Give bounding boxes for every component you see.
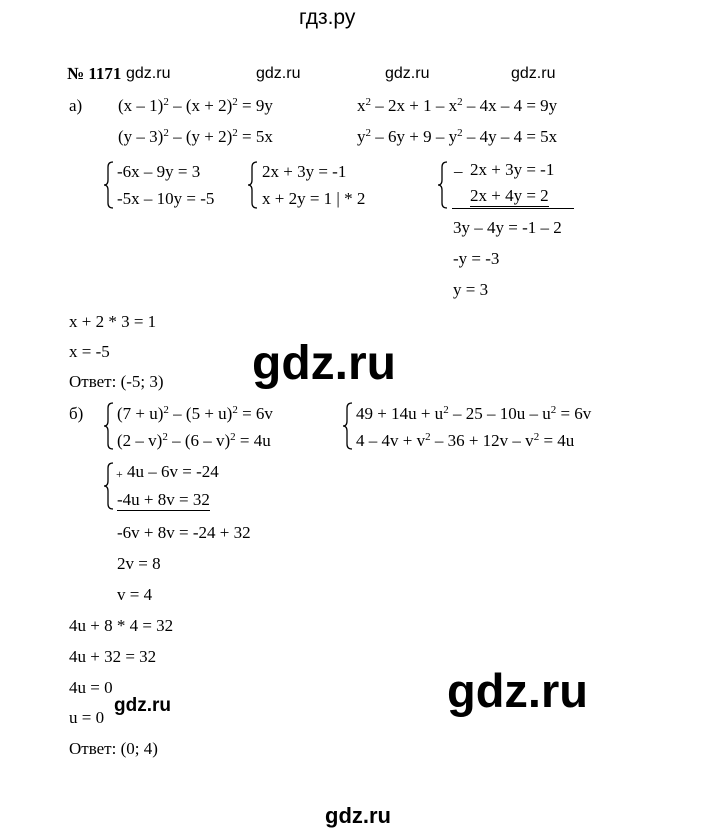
part-a-after-1: x + 2 * 3 = 1 <box>69 312 157 331</box>
part-a-sys1-eq2: -5x – 10y = -5 <box>117 189 215 208</box>
part-a-eq2-right: $y^2 - 6y + 9 - y^2 - 4y - 4 = 5x$ <box>357 127 558 146</box>
subtraction-sign: _ <box>454 156 463 175</box>
part-a-after-2: x = -5 <box>69 342 110 361</box>
part-a-eq2-left: $(y - 3)^2 - (y + 2)^2 = 5x$ <box>118 127 273 146</box>
part-b-after-3: 4u = 0 <box>69 678 113 697</box>
part-b-after-4: u = 0 <box>69 708 105 727</box>
part-b-step-3: v = 4 <box>117 585 153 604</box>
system-brace <box>103 402 115 450</box>
watermark-big-1: gdz.ru <box>252 337 396 390</box>
system-brace <box>103 161 115 209</box>
part-a-sys1-eq1: -6x – 9y = 3 <box>117 162 201 181</box>
part-a-sys3-eq2: 2x + 4y = 2 <box>470 186 549 205</box>
part-b-sys-right-eq2: $4 - 4v + v^2 - 36 + 12v - v^2 = 4u$ <box>356 431 575 450</box>
part-b-sys-right-eq1: $49 + 14u + u^2 - 25 - 10u - u^2 = 6v$ <box>356 404 592 423</box>
part-b-sys3-eq2: -4u + 8v = 32 <box>117 490 210 509</box>
system-brace <box>247 161 259 209</box>
part-b-sys-left-eq1: $(7 + u)^2 - (5 + u)^2 = 6v$ <box>117 404 273 423</box>
addition-sign: + <box>116 467 123 481</box>
watermark-bottom: gdz.ru <box>325 803 391 828</box>
part-b-sys3-eq1: 4u – 6v = -24 <box>127 462 219 481</box>
task-number: № 1171 <box>67 64 122 83</box>
watermark-small-bold: gdz.ru <box>114 695 171 716</box>
part-b-label: б) <box>69 404 84 423</box>
part-b-step-2: 2v = 8 <box>117 554 161 573</box>
watermark-row-3: gdz.ru <box>385 65 430 82</box>
part-a-answer: Ответ: (-5; 3) <box>69 372 164 391</box>
watermark-big-2: gdz.ru <box>447 664 588 717</box>
system-brace <box>437 161 449 209</box>
system-brace <box>103 462 115 510</box>
part-b-answer: Ответ: (0; 4) <box>69 739 158 758</box>
sum-line <box>452 208 574 209</box>
part-b-sys-left-eq2: (2 – v)$^2$ – (6 – v)$^2$ = 4u <box>117 431 271 450</box>
site-header: гдз.ру <box>299 6 356 29</box>
part-a-eq1-left: $(x - 1)^2 - (x + 2)^2 = 9y$ <box>118 96 273 115</box>
part-a-sys2-eq2: x + 2y = 1 | * 2 <box>262 189 366 208</box>
system-brace <box>342 402 354 450</box>
watermark-row-4: gdz.ru <box>511 65 556 82</box>
part-a-sys3-eq1: 2x + 3y = -1 <box>470 160 555 179</box>
part-b-after-1: 4u + 8 * 4 = 32 <box>69 616 174 635</box>
part-b-after-2: 4u + 32 = 32 <box>69 647 157 666</box>
part-a-eq1-right: $x^2 - 2x + 1 - x^2 - 4x - 4 = 9y$ <box>357 96 558 115</box>
watermark-row-2: gdz.ru <box>256 65 301 82</box>
part-b-step-1: -6v + 8v = -24 + 32 <box>117 523 251 542</box>
part-a-step-1: 3y – 4y = -1 – 2 <box>453 218 562 237</box>
part-a-step-3: y = 3 <box>453 280 489 299</box>
watermark-row-1: gdz.ru <box>126 65 171 82</box>
part-a-sys2-eq1: 2x + 3y = -1 <box>262 162 347 181</box>
part-a-step-2: -y = -3 <box>453 249 500 268</box>
part-a-label: а) <box>69 96 83 115</box>
